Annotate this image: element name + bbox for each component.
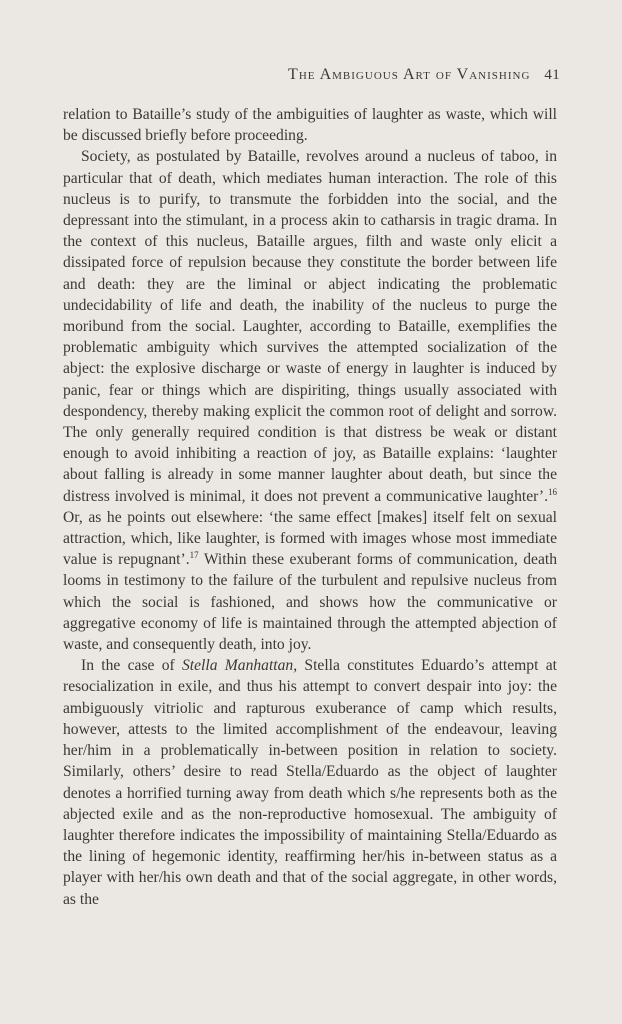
body-text <box>63 104 557 910</box>
footnote-ref-16: 16 <box>548 486 557 497</box>
page-number: 41 <box>544 67 560 83</box>
paragraph-text: Or, as he points out elsewhere: ‘the same effect [makes] itself felt on sexual attraction, which, like laughter, is formed with images whose most immediate value is repugnant’. <box>63 508 557 569</box>
paragraph-text: Society, as postulated by Bataille, revolves around a nucleus of taboo, in particular that of death, which mediates human interaction. The role of this nucleus is to purify, to transmute the forbidden into the social, and the depressant into the stimulant, in a process akin to catharsis in tragic drama. In the context of this nucleus, Bataille argues, filth and waste only elicit a dissipated force of repulsion because they constitute the border between life and death: they are the liminal or abject indicating the problematic undecidability of life and death, the inability of the nucleus to purge the moribund from the social. Laughter, according to Bataille, exemplifies the problematic ambiguity which survives the attempted socialization of the abject: the explosive discharge or waste of energy in laughter is induced by panic, fear or things which are dispiriting, things usually associated with despondency, thereby making explicit the common root of delight and sorrow. The only generally required condition is that distress be weak or distant enough to avoid inhibiting a reaction of joy, as Bataille explains: ‘laughter about falling is already in some manner laughter about death, but since the distress involved is minimal, it does not prevent a communicative laughter’. <box>63 148 557 505</box>
running-head <box>63 66 560 84</box>
paragraph-text: , Stella constitutes Eduardo’s attempt at resocialization in exile, and thus his attempt to convert despair into joy: the ambiguously vitriolic and rapturous exuberance of camp which results, however, attests to the limited accomplishment of the endeavour, leaving her/him in a problematically in-between position in relation to society. Similarly, others’ desire to read Stella/Eduardo as the object of laughter denotes a horrified turning away from death which s/he represents both as the abjected exile and as the non-reproductive homosexual. The ambiguity of laughter therefore indicates the impossibility of maintaining Stella/Eduardo as the lining of hegemonic identity, reaffirming her/his in-between status as a player with her/his own death and that of the social aggregate, in other words, as the <box>63 657 557 908</box>
paragraph-text: relation to Bataille’s study of the ambiguities of laughter as waste, which will be discussed briefly before proceeding. <box>63 106 557 145</box>
book-title-italic: Stella Manhattan <box>181 657 294 675</box>
paragraph-1 <box>63 104 557 146</box>
paragraph-text: Within these exuberant forms of communication, death looms in testimony to the failure of the turbulent and repulsive nucleus from which the social is fashioned, and shows how the communicative or aggregative economy of life is maintained through the attempted abjection of waste, and consequently death, into joy. <box>63 551 558 654</box>
footnote-ref-17: 17 <box>189 550 199 561</box>
running-title: The Ambiguous Art of Vanishing <box>288 66 531 83</box>
paragraph-text: In the case of <box>81 657 182 675</box>
paragraph-3 <box>63 655 557 909</box>
paragraph-2 <box>63 146 557 655</box>
